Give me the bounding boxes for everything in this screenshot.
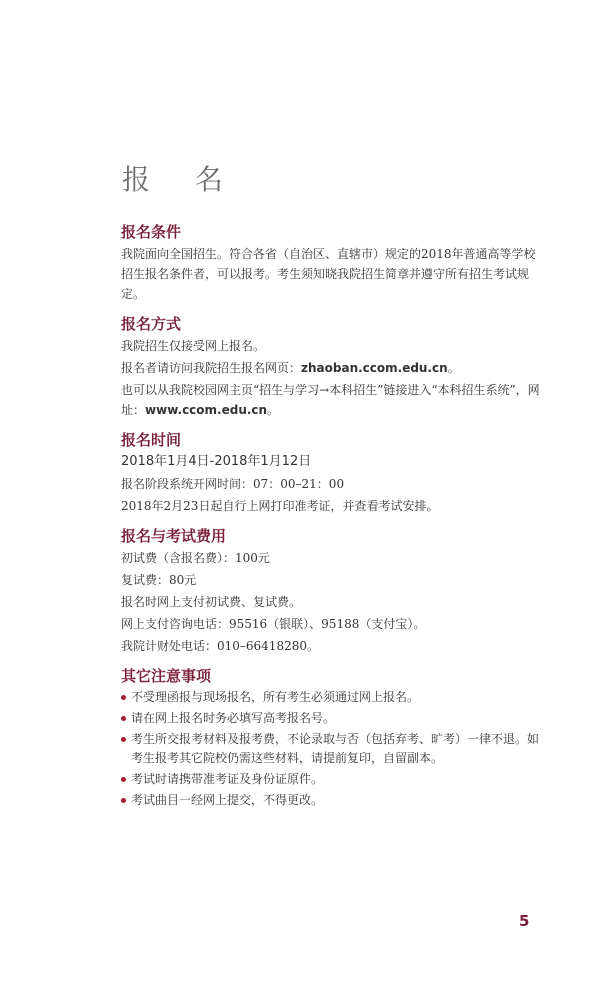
- bullet-icon: [121, 737, 126, 742]
- paragraph: 我院招生仅接受网上报名。: [121, 339, 266, 353]
- notes-list: [121, 688, 541, 810]
- date-range: 2018年1月4日-2018年1月12日: [121, 454, 312, 469]
- admission-ticket-notice: 2018年2月23日起自行上网打印准考证，并查看考试安排。: [121, 499, 439, 513]
- section-fees: [121, 526, 541, 656]
- page-number: 5: [519, 912, 530, 930]
- list-item-text: 考试时请携带准考证及身份证原件。: [131, 772, 324, 786]
- paragraph: 我院面向全国招生。符合各省（自治区、直辖市）规定的2018年普通高等学校招生报名条件者，可以报考。考生须知晓我院招生简章并遵守所有招生考试规定。: [121, 247, 536, 301]
- section-registration-conditions: [121, 222, 541, 304]
- section-heading: 报名条件: [121, 223, 182, 241]
- fee-line: 网上支付咨询电话：95516（银联）、95188（支付宝）。: [121, 617, 426, 631]
- list-item: [121, 709, 541, 728]
- content: [121, 222, 541, 812]
- bullet-icon: [121, 798, 126, 803]
- bullet-icon: [121, 695, 126, 700]
- section-registration-method: [121, 314, 541, 420]
- list-item-text: 不受理函报与现场报名，所有考生必须通过网上报名。: [131, 690, 420, 704]
- bullet-icon: [121, 716, 126, 721]
- list-item: [121, 770, 541, 789]
- fee-line: 复试费：80元: [121, 573, 197, 587]
- paragraph: [121, 380, 541, 420]
- open-hours: 报名阶段系统开网时间：07：00–21：00: [121, 477, 345, 491]
- list-item-text: 考生所交报考材料及报考费，不论录取与否（包括弃考、旷考）一律不退。如考生报考其它院校仍需这些材料，请提前复印，自留副本。: [131, 732, 540, 765]
- fee-line: 报名时网上支付初试费、复试费。: [121, 595, 302, 609]
- section-heading: 报名方式: [121, 315, 182, 333]
- registration-url-link[interactable]: zhaoban.ccom.edu.cn: [301, 361, 448, 375]
- paragraph: [121, 358, 541, 378]
- section-other-notes: [121, 666, 541, 810]
- list-item: [121, 730, 541, 768]
- page-title: 报 名: [122, 163, 241, 196]
- bullet-icon: [121, 777, 126, 782]
- section-registration-time: [121, 430, 541, 516]
- fee-line: 初试费（含报名费）：100元: [121, 551, 270, 565]
- section-heading: 其它注意事项: [121, 667, 212, 685]
- list-item-text: 请在网上报名时务必填写高考报名号。: [131, 711, 336, 725]
- fee-line: 我院计财处电话：010–66418280。: [121, 639, 319, 653]
- list-item: [121, 791, 541, 810]
- list-item: [121, 688, 541, 707]
- section-heading: 报名时间: [121, 431, 182, 449]
- text: 。: [447, 361, 460, 375]
- list-item-text: 考试曲目一经网上提交，不得更改。: [131, 793, 324, 807]
- text: 。: [267, 403, 280, 417]
- homepage-url-link[interactable]: www.ccom.edu.cn: [145, 403, 268, 417]
- text: 也可以从我院校园网主页“招生与学习→本科招生”链接进入“本科招生系统”，网址：: [121, 383, 540, 417]
- text: 报名者请访问我院招生报名网页：: [121, 361, 302, 375]
- section-heading: 报名与考试费用: [121, 527, 227, 545]
